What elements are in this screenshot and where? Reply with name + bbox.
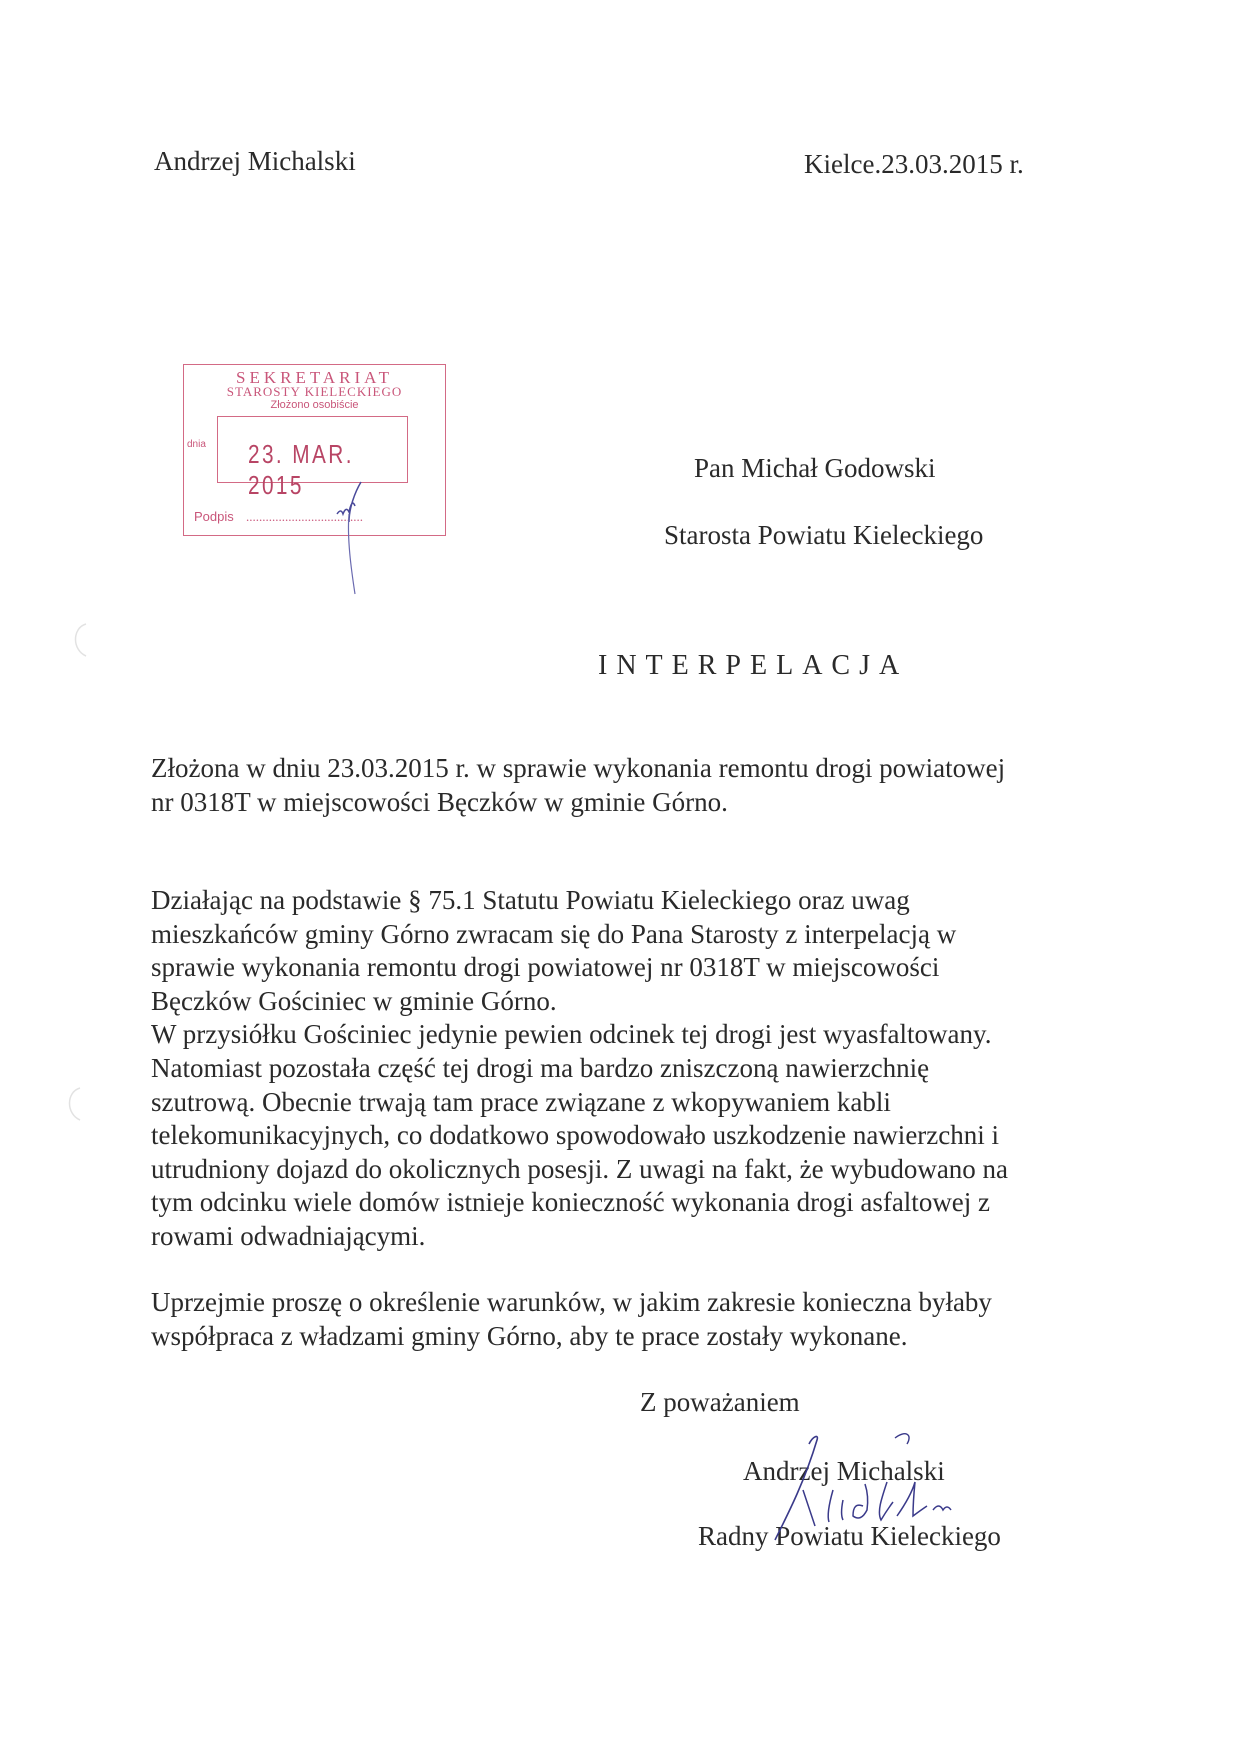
body-line: Natomiast pozostała część tej drogi ma bardzo zniszczoną nawierzchnię (151, 1052, 930, 1083)
sender-name: Andrzej Michalski (154, 146, 356, 176)
signatory-name: Andrzej Michalski (743, 1456, 945, 1486)
request-line: współpraca z władzami gminy Górno, aby te prace zostały wykonane. (151, 1320, 908, 1351)
stamp-signature-dots: .................................... (246, 509, 363, 524)
stamp-office-subtitle: STAROSTY KIELECKIEGO (226, 384, 403, 399)
stamp-date-label: dnia (187, 439, 206, 450)
body-line: Działając na podstawie § 75.1 Statutu Powiatu Kieleckiego oraz uwag (151, 885, 910, 915)
body-line: szutrową. Obecnie trwają tam prace związane z wkopywaniem kabli (151, 1086, 891, 1117)
request-line: Uprzejmie proszę o określenie warunków, w jakim zakresie konieczna byłaby (151, 1287, 992, 1317)
body-line: rowami odwadniającymi. (151, 1220, 426, 1251)
body-paragraph (151, 884, 1008, 1254)
body-line: W przysiółku Gościniec jedynie pewien odcinek tej drogi jest wyasfaltowany. (151, 1019, 992, 1050)
stamp-filed-note: Złożono osobiście (270, 399, 359, 411)
stamp-signature-label: Podpis (194, 509, 234, 524)
handwritten-signature (745, 1430, 995, 1550)
body-line: sprawie wykonania remontu drogi powiatowej nr 0318T w miejscowości (151, 952, 940, 983)
closing-phrase: Z poważaniem (640, 1387, 800, 1417)
place-and-date: Kielce.23.03.2015 r. (804, 149, 1024, 179)
body-line: Bęczków Gościniec w gminie Górno. (151, 985, 557, 1016)
addressee-title: Starosta Powiatu Kieleckiego (664, 520, 984, 550)
subject-line: nr 0318T w miejscowości Bęczków w gminie Górno. (151, 786, 728, 817)
body-line: telekomunikacyjnych, co dodatkowo spowodowało uszkodzenie nawierzchni i (151, 1120, 1000, 1151)
body-line: mieszkańców gminy Górno zwracam się do Pana Starosty z interpelacją w (151, 918, 957, 949)
body-line: utrudniony dojazd do okolicznych posesji. Z uwagi na fakt, że wybudowano na (151, 1153, 1009, 1184)
stamp-date-box (217, 416, 408, 500)
stamp-initials-mark (335, 478, 375, 598)
scan-hole-mark (56, 1084, 86, 1124)
document-title: INTERPELACJA (598, 650, 909, 681)
request-paragraph (151, 1286, 992, 1353)
reception-stamp (183, 364, 446, 536)
subject-paragraph (151, 752, 1005, 819)
body-line: tym odcinku wiele domów istnieje konieczność wykonania drogi asfaltowej z (151, 1187, 991, 1218)
signatory-title: Radny Powiatu Kieleckiego (698, 1521, 1001, 1551)
stamp-office-name: SEKRETARIAT (236, 368, 393, 387)
scan-hole-mark (62, 620, 92, 660)
subject-line: Złożona w dniu 23.03.2015 r. w sprawie wykonania remontu drogi powiatowej (151, 753, 1006, 783)
stamp-date: 23. MAR. 2015 (248, 439, 354, 500)
addressee-name: Pan Michał Godowski (694, 453, 936, 483)
